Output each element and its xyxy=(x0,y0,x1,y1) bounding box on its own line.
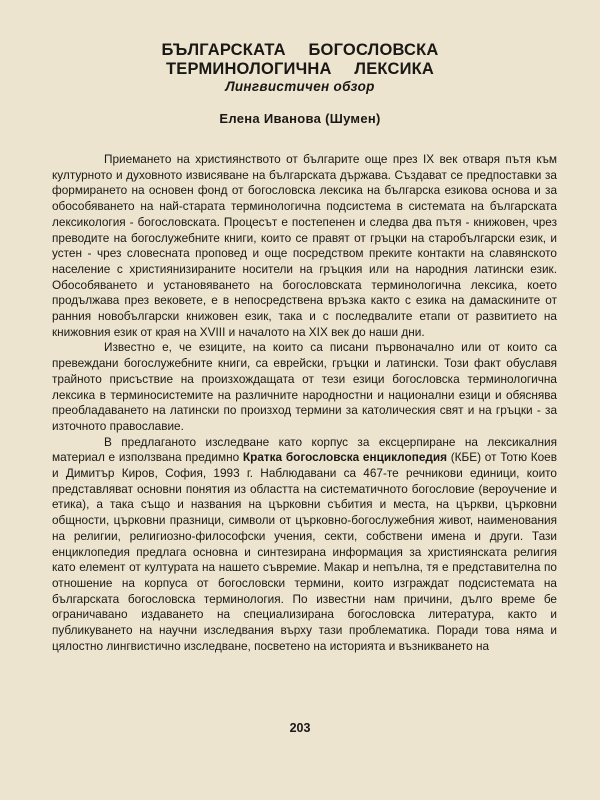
article-body xyxy=(52,152,557,655)
paragraph-3-rest: (КБЕ) от Тотю Коев и Димитър Киров, София, 1993 г. Наблюдавани са 467-те речникови единици, които представляват основни понятия из областта на систематичното богословие (вероучение и етика), а така също и названия на църковни събития и места, на църкви, църковни общности, църковни празници, символи от църковно-богослужебния живот, наименования на религии, религиозно-философски учения, секти, собствени имена и други. Тази енциклопедия предлага основна и синтезирана информация за християнската религия като елемент от културата на нашето съвремие. Макар и непълна, тя е представителна по отношение на корпуса от богословски термини, които изграждат подсистемата на българската богословска терминология. По известни нам причини, дълго време бе ограничавано издаването на специализирана богословска литература, както и публикуването на научни изследвания върху тази проблематика. Поради това няма и цялостно лингвистично изследване, посветено на историята и възникването на xyxy=(52,450,558,653)
paragraph-3-intro: В предлаганото изследване като корпус за ексцерпиране на лексикалния материал е използвана предимно xyxy=(52,434,557,465)
title-line-1: БЪЛГАРСКАТА БОГОСЛОВСКА xyxy=(161,41,439,59)
article-author: Елена Иванова (Шумен) xyxy=(219,111,381,126)
article-subtitle: Лингвистичен обзор xyxy=(225,79,375,94)
paragraph-3 xyxy=(52,435,557,655)
encyclopedia-title: Кратка богословска енциклопедия xyxy=(242,450,448,465)
title-line-2: ТЕРМИНОЛОГИЧНА ЛЕКСИКА xyxy=(165,60,435,78)
article-title xyxy=(0,41,600,79)
paragraph-2: Известно е, че езиците, на които са писани първоначално или от които са превеждани богослужебните книги, са еврейски, гръцки и латински. Този факт обуславя трайното присъствие на произхождащата от тези езици богословска терминологична лексика в терминосистемите на различните народностни и национални езици и обяснява преобладаването на латински по произход термини за католическия свят и на гръцки - за източното православие. xyxy=(52,340,557,433)
paragraph-1: Приемането на християнството от българите още през IX век отваря пътя към културното и духовното извисяване на българската държава. Създават се предпоставки за формирането на основен фонд от богословска лексика на българска езикова основа и за обособяването на най-старата терминологична подсистема в системата на българската лексикология - богословската. Процесът е постепенен и следва два пътя - книжовен, чрез преводите на богослужебните книги, които се правят от гръцки на старобългарски език, и устен - чрез словесната проповед и още посредством преките контакти на славянското население с християнизираните носители на гръцкия или на народния латински език. Обособяването и установяването на богословската терминологична лексика, което продължава през вековете, е в непосредствена връзка както с езика на дамаскините от ранния новобългарски книжовен език, така и с последвалите етапи от развитието на книжовния език от края на XVIII и началото на XIX век до наши дни. xyxy=(52,152,557,339)
page-number: 203 xyxy=(289,721,311,735)
